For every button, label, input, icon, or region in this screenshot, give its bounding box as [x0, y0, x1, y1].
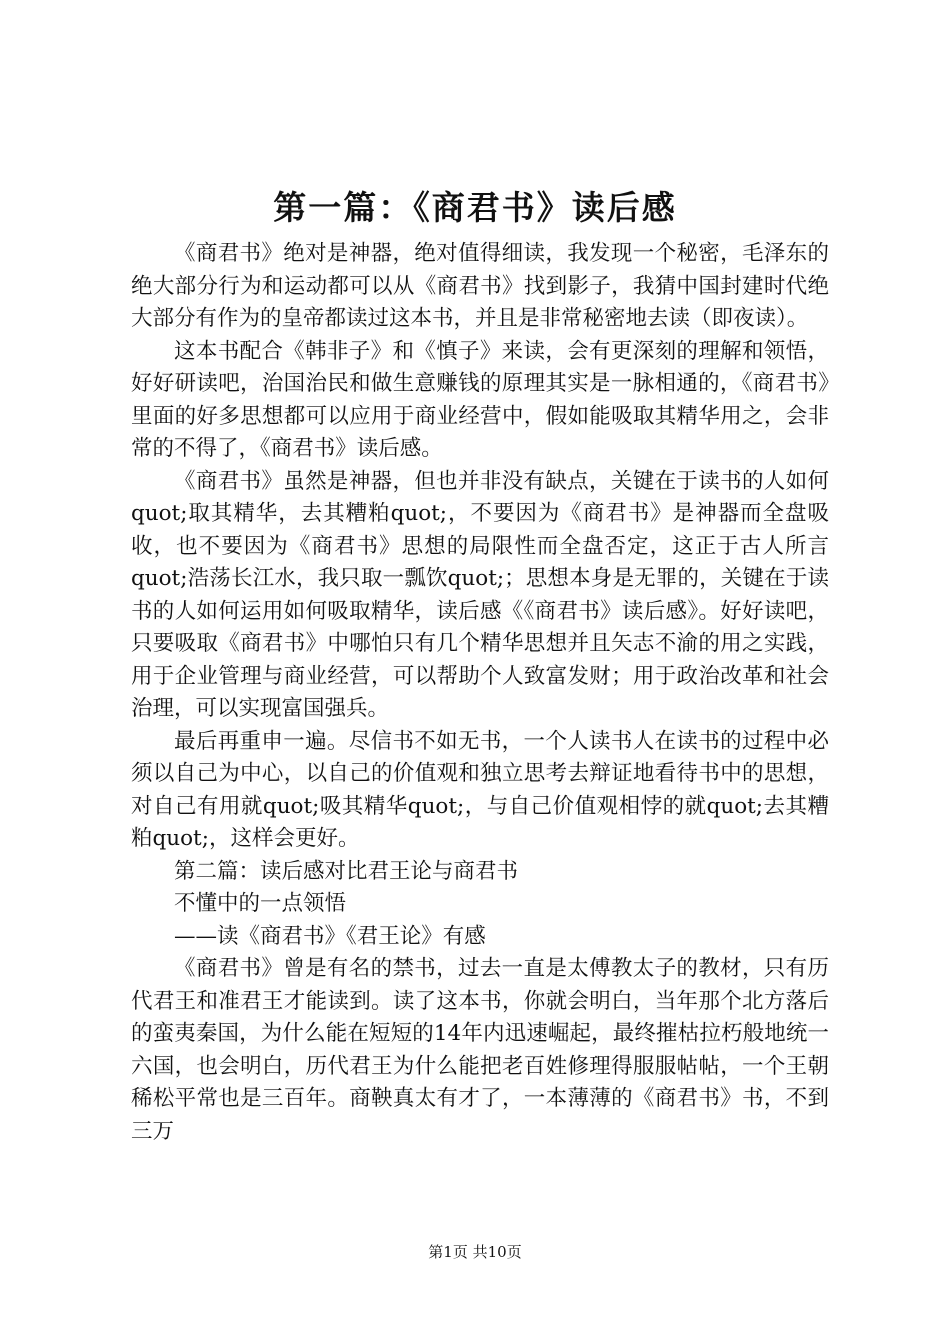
paragraph: 《商君书》虽然是神器，但也并非没有缺点，关键在于读书的人如何quot;取其精华，去其糟粕quot;，不要因为《商君书》是神器而全盘吸收，也不要因为《商君书》思想的局限性而全盘否定，这正于古人所言quot;浩荡长江水，我只取一瓢饮quot;；思想本身是无罪的，关键在于读书的人如何运用如何吸取精华，读后感《《商君书》读后感》。好好读吧，只要吸取《商君书》中哪怕只有几个精华思想并且矢志不渝的用之实践，用于企业管理与商业经营，可以帮助个人致富发财；用于政治改革和社会治理，可以实现富国强兵。: [131, 468, 829, 721]
page-number: 第1页 共10页: [428, 1243, 522, 1261]
paragraph: 这本书配合《韩非子》和《慎子》来读，会有更深刻的理解和领悟，好好研读吧，治国治民和做生意赚钱的原理其实是一脉相通的，《商君书》里面的好多思想都可以应用于商业经营中，假如能吸取其精华用之，会非常的不得了，《商君书》读后感。: [131, 338, 829, 461]
document-title: 第一篇：《商君书》读后感: [273, 188, 677, 227]
document-body: [131, 238, 829, 1148]
subtitle-line: ——读《商君书》《君王论》有感: [174, 923, 486, 949]
paragraph: 《商君书》曾是有名的禁书，过去一直是太傅教太子的教材，只有历代君王和准君王才能读到。读了这本书，你就会明白，当年那个北方落后的蛮夷秦国，为什么能在短短的14年内迅速崛起，最终摧枯拉朽般地统一六国，也会明白，历代君王为什么能把老百姓修理得服服帖帖，一个王朝稀松平常也是三百年。商鞅真太有才了，一本薄薄的《商君书》书，不到三万: [131, 956, 829, 1144]
section-heading: 第二篇：读后感对比君王论与商君书: [174, 858, 519, 884]
subtitle-line: 不懂中的一点领悟: [174, 891, 347, 916]
paragraph: 最后再重申一遍。尽信书不如无书，一个人读书人在读书的过程中必须以自己为中心，以自己的价值观和独立思考去辩证地看待书中的思想，对自己有用就quot;吸其精华quot;，与自己价值观相悖的就quot;去其糟粕quot;，这样会更好。: [131, 728, 829, 851]
paragraph: 《商君书》绝对是神器，绝对值得细读，我发现一个秘密，毛泽东的绝大部分行为和运动都可以从《商君书》找到影子，我猜中国封建时代绝大部分有作为的皇帝都读过这本书，并且是非常秘密地去读（即夜读）。: [131, 241, 829, 331]
